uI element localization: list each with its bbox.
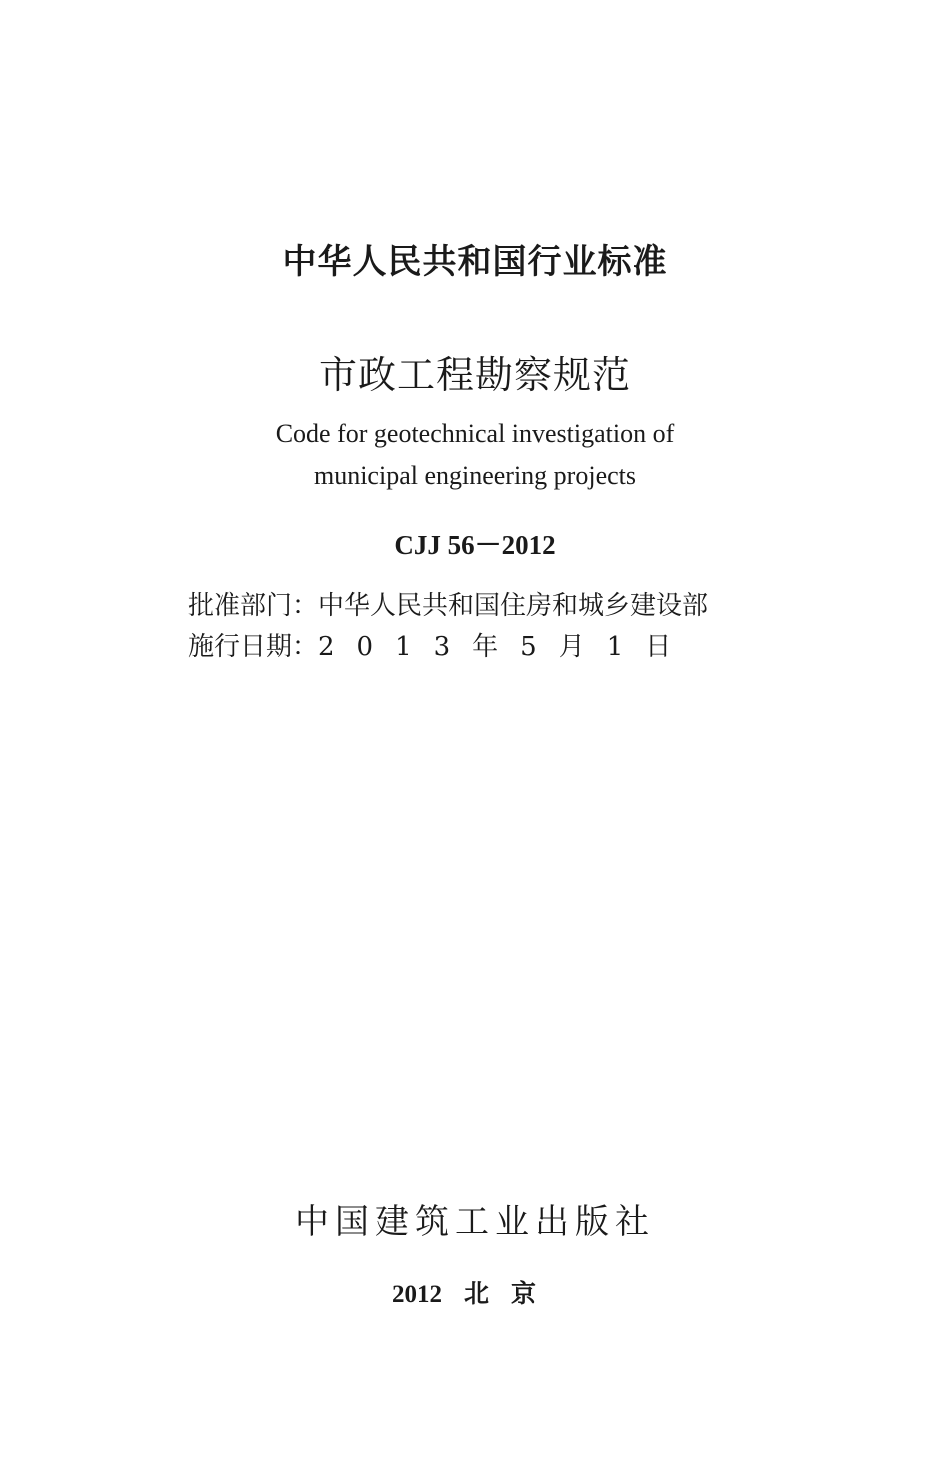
approval-label: 批准部门：: [188, 591, 319, 621]
document-title-english-line2: municipal engineering projects: [313, 461, 636, 490]
publisher: 中国建筑工业出版社: [295, 1202, 655, 1242]
effective-date-label: 施行日期：: [188, 632, 319, 662]
series-title: 中华人民共和国行业标准: [282, 242, 668, 282]
document-title-chinese: 市政工程勘察规范: [318, 353, 631, 397]
publication-year: 2012: [391, 1281, 442, 1308]
effective-date-value: 2013年5月1日: [318, 632, 694, 662]
approval-row: [188, 585, 708, 622]
publication-city: 北京: [463, 1279, 558, 1308]
approval-value: 中华人民共和国住房和城乡建设部: [318, 591, 709, 621]
publication-place: [0, 1274, 950, 1310]
document-title-english-line1: Code for geotechnical investigation of: [275, 419, 675, 448]
standard-code: CJJ 56－2012: [394, 530, 556, 560]
effective-date-row: [188, 626, 693, 663]
